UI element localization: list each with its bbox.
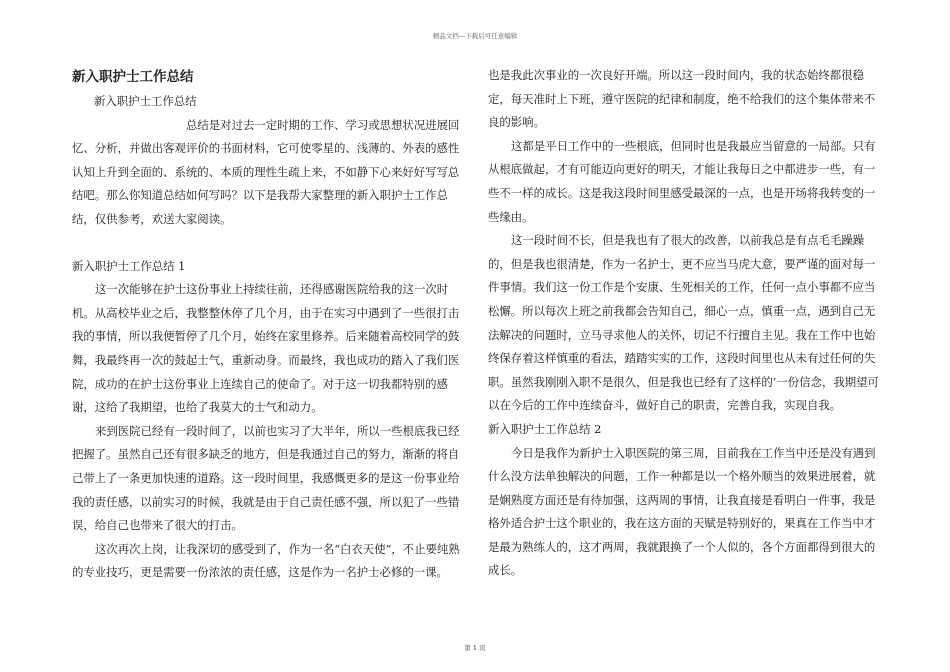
- document-title: 新入职护士工作总结: [72, 69, 194, 85]
- section-heading-2: 新入职护士工作总结 2: [488, 421, 602, 436]
- document-subtitle: 新入职护士工作总结: [94, 94, 197, 108]
- spacer: [72, 232, 464, 255]
- paragraph: 这次再次上岗，让我深切的感受到了，作为一名“白衣天使”，不止要纯熟的专业技巧，更是需要一份浓浓的责任感，这是作为一名护士必修的一课。: [72, 541, 460, 580]
- section-heading-1: 新入职护士工作总结 1: [72, 258, 186, 273]
- page-number: 第 1 页: [464, 644, 486, 652]
- paragraph: 这都是平日工作中的一些根底，但同时也是我最应当留意的一局部。只有从根底做起，才有可能迈向更好的明天，才能让我每日之中都进步一些，有一些不一样的成长。这是我这段时间里感受最深的一点，也是开场将我转变的一些缘由。: [488, 138, 876, 224]
- right-column: [488, 64, 880, 583]
- paragraph: 这一次能够在护士这份事业上持续往前，还得感谢医院给我的这一次时机。从高校毕业之后，我整整休停了几个月，由于在实习中遇到了一些很打击我的事情，所以我便暂停了几个月，始终在家里修养。后来随着高校同学的鼓舞，我最终再一次的鼓起士气，重新动身。而最终，我也成功的踏入了我们医院，成功的在护士这份事业上连续自己的使命了。对于这一切我都特别的感谢，这给了我期望，也给了我莫大的士气和动力。: [72, 282, 460, 415]
- page-header: 精品文档---下载后可任意编辑: [432, 32, 518, 40]
- paragraph: 来到医院已经有一段时间了，以前也实习了大半年，所以一些根底我已经把握了。虽然自己还有很多缺乏的地方，但是我通过自己的努力，渐渐的将自己带上了一条更加快速的道路。这一段时间里，我感慨更多的是这一份事业给我的责任感，以前实习的时候，我就是由于自己责任感不强，所以犯了一些错误，给自己也带来了很大的打击。: [72, 423, 460, 533]
- paragraph-continued: 也是我此次事业的一次良好开端。所以这一段时间内，我的状态始终都很稳定，每天准时上下班，遵守医院的纪律和制度，绝不给我们的这个集体带来不良的影响。: [488, 68, 876, 130]
- left-column: [72, 64, 464, 585]
- paragraph: 这一段时间不长，但是我也有了很大的改善，以前我总是有点毛毛躁躁的，但是我也很清楚，作为一名护士，更不应当马虎大意，要严谨的面对每一件事情。我们这一份工作是个安康、生死相关的工作，任何一点小事都不应当松懈。所以每次上班之前我都会告知自己，细心一点，慎重一点，遇到自己无法解决的问题时，立马寻求他人的关怀，切记不行擅自主见。我在工作中也始终保存着这样慎重的看法，踏踏实实的工作，这段时间里也从未有过任何的失职。虽然我刚刚入职不是很久，但是我也已经有了这样的’一份信念，我期望可以在今后的工作中连续奋斗，做好自己的职责，完善自我，实现自我。: [488, 233, 879, 413]
- intro-paragraph: 总结是对过去一定时期的工作、学习或思想状况进展回忆、分析，并做出客观评价的书面材料，它可使零星的、浅薄的、外表的感性认知上升到全面的、系统的、本质的理性生疏上来，不如静下心来好好写写总结吧。那么你知道总结如何写吗？以下是我帮大家整理的新入职护士工作总结，仅供参考，欢送大家阅读。: [72, 117, 460, 226]
- paragraph: 今日是我作为新护士入职医院的第三周，目前我在工作当中还是没有遇到什么没方法单独解决的问题，工作一种都是以一个格外顺当的效果进展着，就是娴熟度方面还是有待加强，这两周的事情，让我直接是看明白一件事，我是格外适合护士这个职业的，我在这方面的天赋是特别好的，果真在工作当中才是最为熟练人的，这才两周，我就跟换了一个人似的，各个方面都得到很大的成长。: [488, 445, 876, 578]
